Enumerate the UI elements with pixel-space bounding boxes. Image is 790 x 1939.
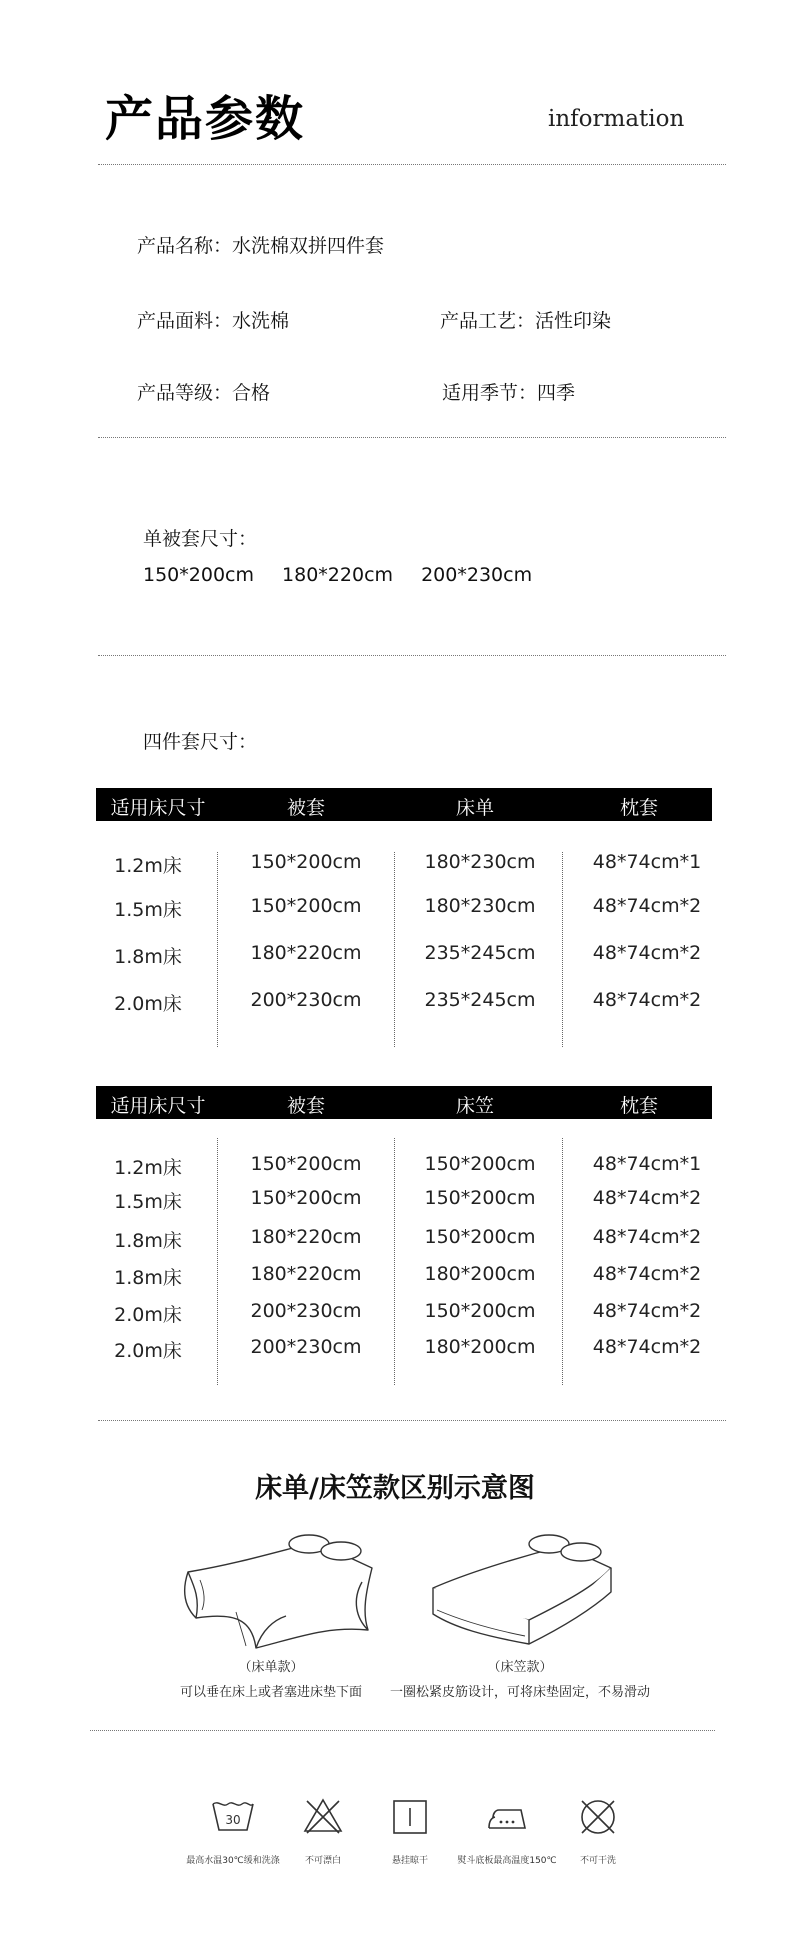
table-cell: 180*230cm — [424, 895, 536, 917]
table-cell: 180*220cm — [250, 942, 362, 964]
diagram-title: 床单/床笠款区别示意图 — [255, 1473, 535, 1504]
spec-name: 产品名称：水洗棉双拼四件套 — [137, 235, 385, 257]
no-bleach-icon — [303, 1797, 343, 1835]
divider — [90, 1730, 715, 1731]
table2-header-cell: 适用床尺寸 — [110, 1095, 206, 1117]
divider — [98, 437, 726, 438]
table-cell: 150*200cm — [250, 1187, 362, 1209]
iron-150-icon — [485, 1802, 529, 1832]
flat-sheet-description: 可以垂在床上或者塞进床垫下面 — [179, 1685, 363, 1700]
wash-temperature: 30 — [225, 1813, 241, 1827]
fitted-sheet-label: （床笠款） — [487, 1660, 553, 1675]
table-cell: 1.8m床 — [114, 946, 182, 968]
table1-header-cell: 枕套 — [619, 797, 659, 819]
table-cell: 48*74cm*1 — [592, 851, 702, 873]
table-cell: 48*74cm*1 — [592, 1153, 702, 1175]
duvet-size: 150*200cm — [143, 564, 254, 586]
divider — [98, 164, 726, 165]
care-label: 悬挂晾干 — [391, 1856, 429, 1866]
table-cell: 150*200cm — [424, 1300, 536, 1322]
page-subtitle: information — [548, 106, 685, 132]
table-cell: 200*230cm — [250, 989, 362, 1011]
flat-sheet-label: （床单款） — [238, 1660, 304, 1675]
spec-fabric: 产品面料：水洗棉 — [137, 310, 290, 332]
duvet-size: 180*220cm — [282, 564, 394, 586]
column-divider — [562, 1138, 563, 1385]
table2-header — [96, 1086, 712, 1119]
table-cell: 2.0m床 — [114, 993, 182, 1015]
table-cell: 1.2m床 — [114, 1157, 182, 1179]
duvet-label: 单被套尺寸： — [143, 528, 258, 550]
set-label: 四件套尺寸： — [143, 731, 258, 753]
table-cell: 1.8m床 — [114, 1230, 182, 1252]
table2-header-cell: 床笠 — [455, 1095, 495, 1117]
table1-header — [96, 788, 712, 821]
table-cell: 1.8m床 — [114, 1267, 182, 1289]
spec-season: 适用季节：四季 — [442, 382, 576, 404]
care-label: 熨斗底板最高温度150℃ — [457, 1856, 557, 1866]
table-cell: 150*200cm — [250, 1153, 362, 1175]
table-cell: 180*200cm — [424, 1263, 536, 1285]
table-cell: 48*74cm*2 — [592, 895, 702, 917]
table-cell: 48*74cm*2 — [592, 942, 702, 964]
table-cell: 180*220cm — [250, 1263, 362, 1285]
table2-header-cell: 被套 — [286, 1095, 326, 1117]
table-cell: 48*74cm*2 — [592, 1336, 702, 1358]
table2-header-cell: 枕套 — [619, 1095, 659, 1117]
table-cell: 2.0m床 — [114, 1304, 182, 1326]
page-title: 产品参数 — [105, 91, 306, 147]
spec-grade: 产品等级：合格 — [137, 382, 271, 404]
column-divider — [394, 852, 395, 1047]
duvet-size: 200*230cm — [421, 564, 533, 586]
divider — [98, 655, 726, 656]
duvet-sizes — [143, 564, 554, 586]
table-cell: 48*74cm*2 — [592, 1300, 702, 1322]
table-cell: 1.5m床 — [114, 899, 182, 921]
table-cell: 180*200cm — [424, 1336, 536, 1358]
table-cell: 48*74cm*2 — [592, 1187, 702, 1209]
fitted-sheet-illustration — [425, 1530, 625, 1650]
table1-header-cell: 床单 — [455, 797, 495, 819]
column-divider — [562, 852, 563, 1047]
care-label: 不可干洗 — [579, 1856, 617, 1866]
table1-header-cell: 适用床尺寸 — [110, 797, 206, 819]
table1-header-cell: 被套 — [286, 797, 326, 819]
care-label: 不可漂白 — [304, 1856, 342, 1866]
table-cell: 150*200cm — [424, 1226, 536, 1248]
spec-craft: 产品工艺：活性印染 — [440, 310, 612, 332]
table-cell: 235*245cm — [424, 989, 536, 1011]
wash-30-icon — [211, 1798, 255, 1834]
table-cell: 150*200cm — [250, 895, 362, 917]
table-cell: 2.0m床 — [114, 1340, 182, 1362]
column-divider — [217, 1138, 218, 1385]
table-cell: 48*74cm*2 — [592, 1263, 702, 1285]
table-cell: 200*230cm — [250, 1336, 362, 1358]
column-divider — [394, 1138, 395, 1385]
table-cell: 150*200cm — [250, 851, 362, 873]
table-cell: 235*245cm — [424, 942, 536, 964]
no-dry-clean-icon — [578, 1797, 618, 1837]
table-cell: 180*220cm — [250, 1226, 362, 1248]
hang-dry-icon — [392, 1799, 428, 1835]
table-cell: 1.5m床 — [114, 1191, 182, 1213]
divider — [98, 1420, 726, 1421]
table-cell: 150*200cm — [424, 1153, 536, 1175]
table-cell: 150*200cm — [424, 1187, 536, 1209]
table-cell: 48*74cm*2 — [592, 989, 702, 1011]
table-cell: 200*230cm — [250, 1300, 362, 1322]
care-label: 最高水温30℃缓和洗涤 — [186, 1856, 280, 1866]
table-cell: 1.2m床 — [114, 855, 182, 877]
table-cell: 180*230cm — [424, 851, 536, 873]
column-divider — [217, 852, 218, 1047]
flat-sheet-illustration — [176, 1530, 386, 1650]
fitted-sheet-description: 一圈松紧皮筋设计，可将床垫固定，不易滑动 — [389, 1685, 651, 1700]
table-cell: 48*74cm*2 — [592, 1226, 702, 1248]
